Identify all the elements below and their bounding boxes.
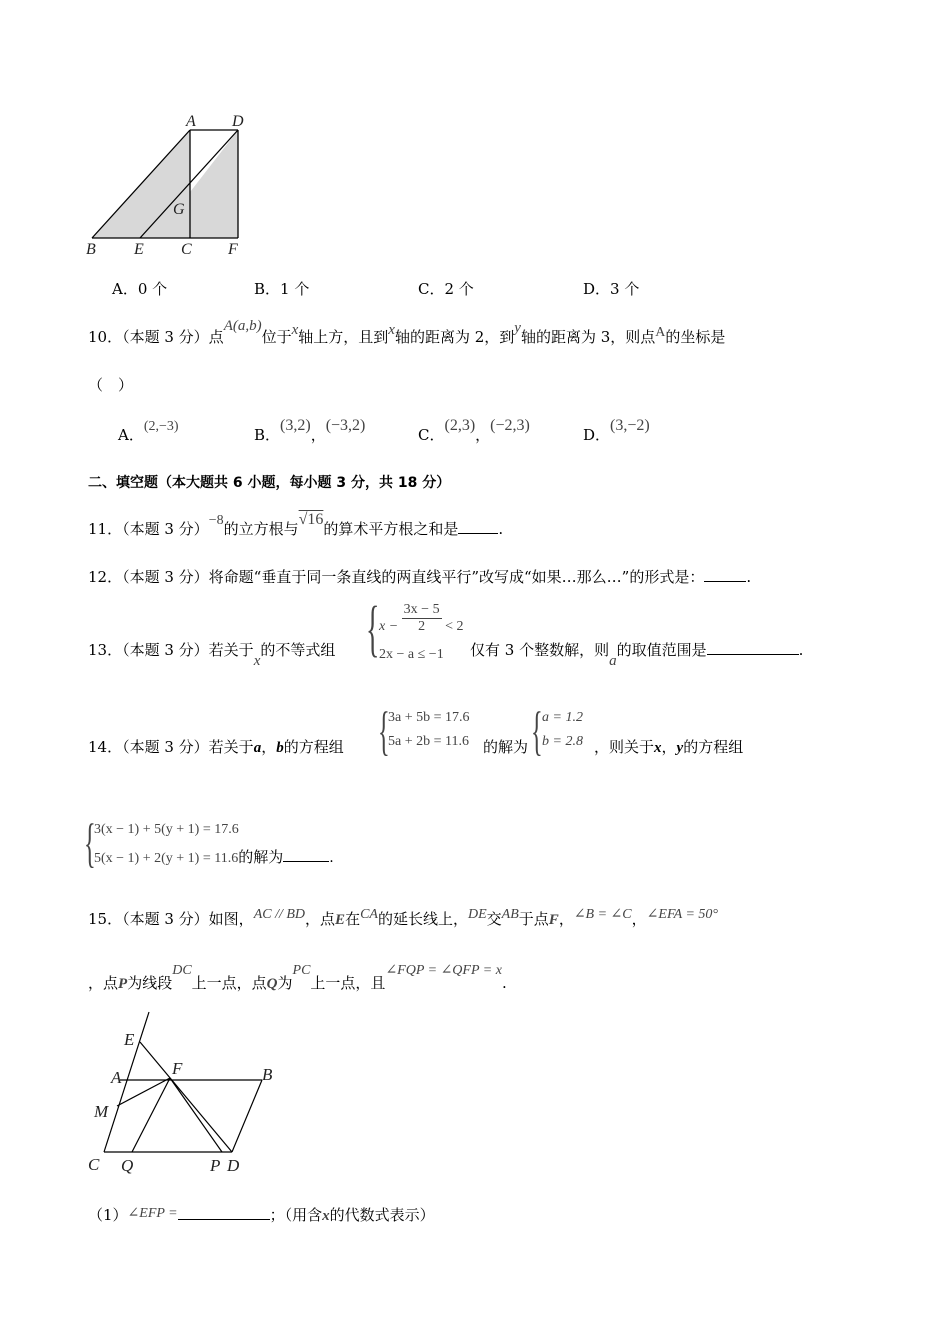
q15-sub1 <box>88 1204 435 1225</box>
q14-sys1-line2: 5a + 2b = 11.6 <box>388 734 469 749</box>
q10-opt-c-label: C． <box>418 426 445 444</box>
fig2-label-E: E <box>124 1030 135 1049</box>
q13-answer-blank[interactable] <box>707 640 799 655</box>
q10-opt-b-value2: (−3,2) <box>325 417 366 434</box>
q14-sys3-line2-expr: 5(x − 1) + 2(y + 1) = 11.6 <box>94 851 239 866</box>
q15-f: F <box>548 912 559 928</box>
q15-l2-t1: ，点 <box>88 974 119 992</box>
q12-line <box>88 566 751 587</box>
q14-number: 14． <box>88 738 123 756</box>
q15-ac-bd: AC // BD <box>253 907 306 922</box>
q14-t1: 的方程组 <box>283 738 344 756</box>
q10-point-a: A(a,b) <box>223 318 262 334</box>
q10-t1: 位于 <box>261 328 292 346</box>
q11-t1: 的立方根与 <box>223 520 299 538</box>
q15-t4: 交 <box>486 910 502 928</box>
label-B: B <box>86 241 96 258</box>
q14-t4: 的方程组 <box>683 738 744 756</box>
q11-t2: 的算术平方根之和是 <box>323 520 459 538</box>
q15-de: DE <box>467 907 487 922</box>
q12-answer-blank[interactable] <box>704 567 746 582</box>
q10-option-c <box>418 417 530 445</box>
q10-t4: 轴的距离为 3，则点 <box>520 328 656 346</box>
q13-line-end <box>470 639 804 669</box>
q14-line1 <box>88 736 344 757</box>
q15-number: 15． <box>88 910 123 928</box>
q13-line <box>88 639 336 669</box>
q14-brace3: { <box>84 813 96 873</box>
q13-line1-x: x − <box>379 618 399 634</box>
q12-number: 12． <box>88 568 123 586</box>
fig2-label-C: C <box>88 1155 100 1174</box>
q13-t2: 仅有 3 个整数解，则 <box>470 641 610 659</box>
fig2-label-Q: Q <box>121 1156 134 1175</box>
q10-opt-d-label: D． <box>583 426 611 444</box>
label-G: G <box>173 201 185 218</box>
q9-option-b: B．1 个 <box>254 280 310 298</box>
q10-number: 10． <box>88 328 123 346</box>
q9-option-d: D．3 个 <box>583 280 640 298</box>
q15-angle-efa: ∠EFA = 50° <box>646 907 719 922</box>
parallelogram-figure <box>80 108 260 263</box>
q11-number: 11． <box>88 520 123 538</box>
q10-opt-b-sep: ， <box>310 426 326 444</box>
q14-sep: ， <box>261 738 277 756</box>
q15-q: Q <box>266 976 278 992</box>
q13-system-line1 <box>379 602 463 635</box>
q15-line2 <box>88 963 507 993</box>
q15-angle-fqp: ∠FQP = ∠QFP = x <box>385 963 502 978</box>
q14-answer-blank[interactable] <box>283 847 329 862</box>
q13-x: x <box>253 653 261 669</box>
q10-t3: 轴的距离为 2，到 <box>394 328 515 346</box>
q10-x1: x <box>291 322 299 338</box>
q13-line1-denominator: 2 <box>418 619 426 634</box>
label-E: E <box>134 241 144 258</box>
fig2-label-F: F <box>172 1059 183 1078</box>
fig2-label-A: A <box>111 1068 122 1087</box>
sub1-t1: ；（用含 <box>269 1206 323 1224</box>
q14-t5: 的解为 <box>238 848 284 866</box>
section2-title: 二、填空题（本大题共 6 小题，每小题 3 分，共 18 分） <box>88 475 451 491</box>
q15-line1 <box>88 908 718 929</box>
q10-opt-b-value1: (3,2) <box>280 417 311 434</box>
q11-minus8: −8 <box>208 513 224 528</box>
q13-system-line2: 2x − a ≤ −1 <box>379 647 444 662</box>
q14-brace1: { <box>378 701 390 761</box>
sub1-x: x <box>322 1208 330 1224</box>
q13-end: . <box>798 641 804 659</box>
q14-b: b <box>276 740 284 756</box>
q14-y: y <box>676 740 684 756</box>
fig2-label-D: D <box>227 1156 240 1175</box>
q10-option-a <box>118 419 179 445</box>
q10-option-b <box>254 417 366 445</box>
q13-score: （本题 3 分）若关于 <box>122 641 254 659</box>
q15-l2-t5: 上一点，且 <box>310 974 386 992</box>
q14-sys2-line1: a = 1.2 <box>542 710 583 725</box>
q10-y1: y <box>514 320 521 336</box>
q14-score: （本题 3 分）若关于 <box>122 738 254 756</box>
q10-score: （本题 3 分）点 <box>122 328 224 346</box>
q13-line1-relation: < 2 <box>445 618 464 634</box>
q13-t1: 的不等式组 <box>260 641 336 659</box>
q10-opt-a-value: (2,−3) <box>143 419 179 434</box>
q15-p: P <box>118 976 128 992</box>
q14-t2: 的解为 <box>483 738 529 756</box>
sub1-angle-efp: ∠EFP = <box>127 1206 178 1221</box>
q12-text: （本题 3 分）将命题“垂直于同一条直线的两直线平行”改写成“如果…那么…”的形式是： <box>122 568 705 586</box>
q11-score: （本题 3 分） <box>122 520 209 538</box>
q14-sys3-line1: 3(x − 1) + 5(y + 1) = 17.6 <box>94 822 239 837</box>
label-A: A <box>186 113 196 130</box>
q15-t5: 于点 <box>518 910 549 928</box>
geometry-figure-15 <box>80 1010 290 1178</box>
q15-l2-t2: 为线段 <box>127 974 173 992</box>
q15-t3: 的延长线上， <box>377 910 468 928</box>
fig2-label-M: M <box>94 1102 109 1121</box>
q10-opt-d-value: (3,−2) <box>610 417 650 434</box>
q14-x: x <box>654 740 662 756</box>
q14-brace2: { <box>531 701 543 761</box>
q15-e: E <box>335 912 346 928</box>
label-D: D <box>232 113 244 130</box>
q10-opt-a-label: A． <box>118 426 144 444</box>
q15-l2-end: . <box>501 974 507 992</box>
q11-line <box>88 511 504 539</box>
q10-a: A <box>655 325 666 340</box>
fig2-label-B: B <box>262 1065 273 1084</box>
q14-line1-end <box>594 736 743 757</box>
q9-option-c: C．2 个 <box>418 280 474 298</box>
q15-l2-t3: 上一点，点 <box>191 974 267 992</box>
q13-line1-numerator: 3x − 5 <box>403 602 440 617</box>
q10-opt-c-sep: ， <box>475 426 491 444</box>
q10-opt-b-label: B． <box>254 426 281 444</box>
q10-x2: x <box>388 322 395 338</box>
q10-t2: 轴上方，且到 <box>298 328 389 346</box>
q11-sqrt16: √16 <box>298 511 324 528</box>
q15-t6: ， <box>558 910 574 928</box>
q12-end: . <box>746 568 752 586</box>
q14-sys1-line1: 3a + 5b = 17.6 <box>388 710 470 725</box>
q15-t1: ，点 <box>305 910 336 928</box>
q13-number: 13． <box>88 641 123 659</box>
sub1-answer-blank[interactable] <box>178 1205 270 1220</box>
q15-t7: ， <box>631 910 647 928</box>
sub1-label: （1） <box>88 1206 128 1224</box>
label-F: F <box>228 241 238 258</box>
q14-end: . <box>329 850 334 866</box>
label-C: C <box>181 241 192 258</box>
q10-option-d <box>583 417 650 445</box>
q10-t5: 的坐标是 <box>665 328 726 346</box>
q14-sep2: ， <box>661 738 677 756</box>
q9-option-a: A．0 个 <box>112 280 168 298</box>
q11-end: . <box>498 520 504 538</box>
sub1-t2: 的代数式表示） <box>329 1206 435 1224</box>
q15-score: （本题 3 分）如图， <box>122 910 254 928</box>
q15-angle-b-c: ∠B = ∠C <box>573 907 632 922</box>
q13-t3: 的取值范围是 <box>616 641 707 659</box>
q10-opt-c-value2: (−2,3) <box>490 417 530 434</box>
q14-t3: ，则关于 <box>594 738 655 756</box>
q13-a: a <box>609 653 617 669</box>
q15-l2-t4: 为 <box>277 974 293 992</box>
q10-opt-c-value1: (2,3) <box>444 417 476 434</box>
q14-a: a <box>253 740 262 756</box>
q15-pc: PC <box>292 963 311 978</box>
q14-sys2-line2: b = 2.8 <box>542 734 583 749</box>
q10-line1 <box>88 318 726 347</box>
q11-answer-blank[interactable] <box>458 519 498 534</box>
q15-dc: DC <box>172 963 192 978</box>
q15-ca: CA <box>360 907 378 922</box>
q15-t2: 在 <box>345 910 361 928</box>
q10-paren: （ ） <box>88 376 134 394</box>
q14-sys3-line2 <box>94 846 334 867</box>
fig2-label-P: P <box>210 1156 221 1175</box>
q15-ab: AB <box>501 907 519 922</box>
q13-brace: { <box>366 595 380 663</box>
